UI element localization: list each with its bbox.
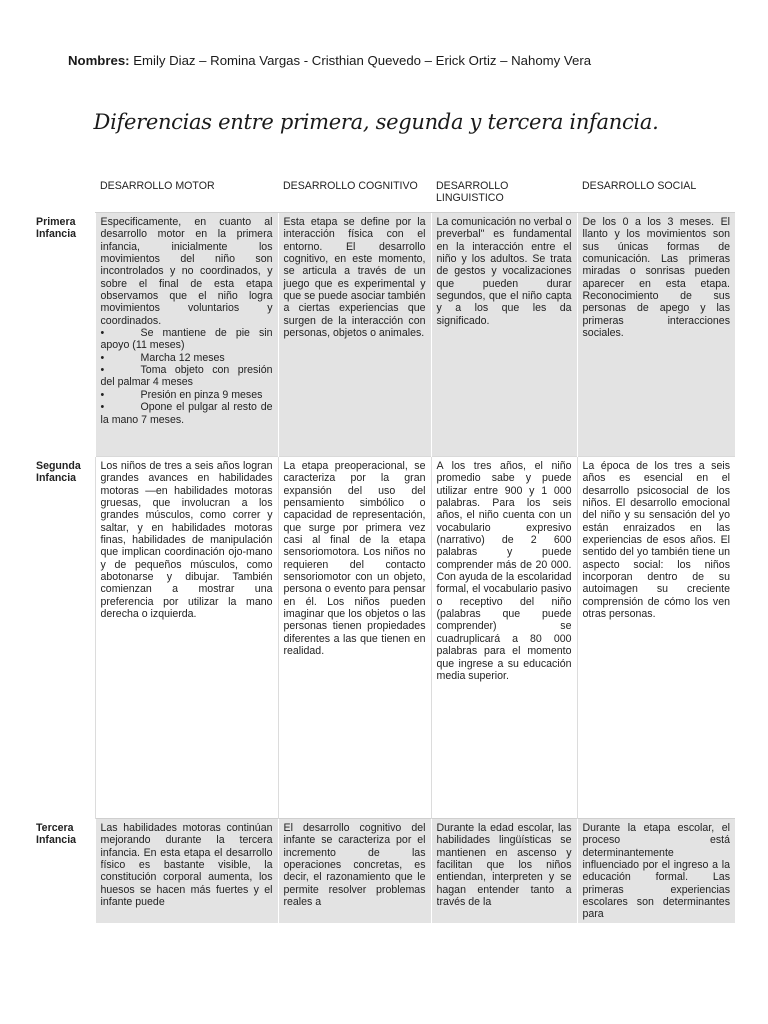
cell-primera-motor bbox=[95, 213, 278, 457]
list-item bbox=[101, 389, 273, 401]
table-row bbox=[31, 457, 735, 819]
header-desarrollo-cognitivo: DESARROLLO COGNITIVO bbox=[283, 180, 418, 192]
cell-text: Durante la edad escolar, las habilidades lingüísticas se mantienen en ascenso y facilitan que los niños entiendan, interpreten y se hagan entender tanto a través de la bbox=[436, 822, 572, 909]
document-title: Diferencias entre primera, segunda y tercera infancia. bbox=[93, 110, 659, 134]
names-value: Emily Diaz – Romina Vargas - Cristhian Quevedo – Erick Ortiz – Nahomy Vera bbox=[129, 53, 592, 68]
cell-tercera-cognitivo bbox=[278, 819, 431, 923]
bullet-icon: • bbox=[100, 364, 105, 377]
header-desarrollo-motor: DESARROLLO MOTOR bbox=[100, 180, 215, 192]
cell-tercera-motor bbox=[95, 819, 278, 923]
row-label-segunda-infancia: Segunda Infancia bbox=[31, 457, 95, 819]
header-desarrollo-linguistico: DESARROLLO LINGUISTICO bbox=[436, 180, 509, 205]
milestone-text: Toma objeto con presión del palmar 4 meses bbox=[100, 364, 273, 389]
comparison-table bbox=[31, 177, 735, 923]
cell-text: El desarrollo cognitivo del infante se caracteriza por el incremento de las operaciones concretas, es decir, el razonamiento que le permite resolver problemas reales a bbox=[283, 822, 426, 909]
motor-intro-text: Especificamente, en cuanto al desarrollo motor en la primera infancia, inicialmente los movimientos del niño son incontrolados y no coordinados, y sobre el final de esta etapa observamos que el niño logra movimientos voluntarios y coordinados. bbox=[100, 216, 273, 327]
table-row bbox=[31, 819, 735, 923]
names-label: Nombres: bbox=[68, 53, 130, 68]
header-desarrollo-social: DESARROLLO SOCIAL bbox=[582, 180, 697, 192]
cell-segunda-motor: Los niños de tres a seis años logran grandes avances en habilidades motoras —en habilidades motoras gruesas, que involucran a los grandes músculos, como correr y saltar, y en habilidades motoras finas, habilidades de manipulación que implican coordinación ojo-mano y de pequeños músculos, como abotonarse y dibujar. También comienzan a mostrar una preferencia por utilizar la mano derecha o izquierda. bbox=[95, 457, 278, 819]
cell-text: Las habilidades motoras continúan mejorando durante la tercera infancia. En esta etapa el desarrollo físico es bastante visible, la constitución corporal aumenta, los huesos se hacen más fuertes y el infante puede bbox=[100, 822, 273, 909]
list-item bbox=[101, 327, 273, 352]
bullet-icon: • bbox=[100, 351, 105, 364]
row-label-primera-infancia: Primera Infancia bbox=[31, 213, 95, 457]
list-item bbox=[101, 352, 273, 364]
milestone-text: Marcha 12 meses bbox=[140, 351, 225, 364]
header-corner bbox=[31, 177, 95, 213]
table-row bbox=[31, 213, 735, 457]
student-names bbox=[68, 53, 748, 68]
row-label-tercera-infancia: Tercera Infancia bbox=[31, 819, 95, 923]
cell-primera-cognitivo: Esta etapa se define por la interacción física con el entorno. El desarrollo cognitivo, en este momento, se articula a través de un juego que es experimental y que se puede asociar también a ciertas experiencias que surgen de la interacción con personas, objetos o animales. bbox=[278, 213, 431, 457]
milestone-text: Opone el pulgar al resto de la mano 7 meses. bbox=[100, 401, 273, 426]
cell-segunda-social: La época de los tres a seis años es esencial en el desarrollo psicosocial de los niños. El desarrollo emocional del niño y su sensación del yo están enraizados en las experiencias de esos años. El sentido del yo también tiene un aspecto social: los niños incorporan dentro de su autoimagen su creciente comprensión de cómo los ven otras personas. bbox=[577, 457, 735, 819]
table-header-row bbox=[31, 177, 735, 213]
bullet-icon: • bbox=[100, 401, 105, 414]
cell-segunda-linguistico: A los tres años, el niño promedio sabe y puede utilizar entre 900 y 1 000 palabras. Para los seis años, el niño cuenta con un vocabulario expresivo (narrativo) de 2 600 palabras y puede comprender más de 20 000. Con ayuda de la escolaridad formal, el vocabulario pasivo o receptivo del niño (palabras que puede comprender) se cuadruplicará a 80 000 palabras para el momento que ingrese a su educación media superior. bbox=[431, 457, 577, 819]
motor-milestones-list bbox=[101, 327, 273, 426]
cell-segunda-cognitivo: La etapa preoperacional, se caracteriza por la gran expansión del uso del pensamiento simbólico o capacidad de representación, que surge por primera vez casi al final de la etapa sensoriomotora. Los niños no requieren del contacto sensoriomotor con un objeto, persona o evento para pensar en él. Los niños pueden imaginar que los objetos o las personas tienen propiedades diferentes a las que tienen en realidad. bbox=[278, 457, 431, 819]
list-item bbox=[101, 364, 273, 389]
bullet-icon: • bbox=[100, 388, 105, 401]
cell-tercera-social bbox=[577, 819, 735, 923]
milestone-text: Se mantiene de pie sin apoyo (11 meses) bbox=[100, 327, 273, 352]
milestone-text: Presión en pinza 9 meses bbox=[140, 388, 263, 401]
cell-primera-social: De los 0 a los 3 meses. El llanto y los movimientos son sus únicas formas de comunicación. Las primeras miradas o sonrisas pueden aparecer en esta etapa. Reconocimiento de sus personas de apego y las primeras interacciones sociales. bbox=[577, 213, 735, 457]
cell-tercera-linguistico bbox=[431, 819, 577, 923]
bullet-icon: • bbox=[100, 327, 105, 340]
list-item bbox=[101, 401, 273, 426]
cell-text: Durante la etapa escolar, el proceso está determinantemente influenciado por el ingreso a la educación formal. Las primeras experiencias escolares son determinantes para bbox=[582, 822, 730, 921]
cell-primera-linguistico: La comunicación no verbal o preverbal" es fundamental en la interacción entre el niño y los adultos. Se trata de gestos y vocalizaciones que pueden durar segundos, que el niño capta y a los que les da significado. bbox=[431, 213, 577, 457]
